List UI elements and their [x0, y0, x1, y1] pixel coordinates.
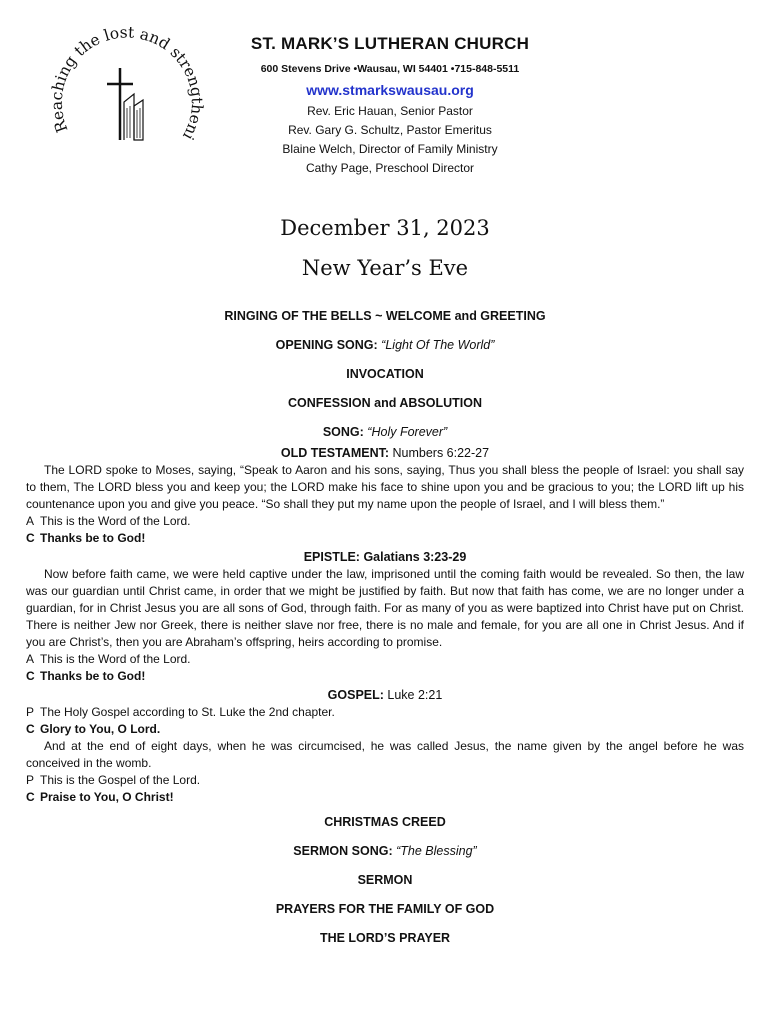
- logo-ring-text: Reaching the lost and strengtheni: [47, 23, 207, 144]
- prayers-heading: PRAYERS FOR THE FAMILY OF GOD: [275, 902, 495, 916]
- staff-pastor-emeritus: Rev. Gary G. Schultz, Pastor Emeritus: [288, 123, 492, 137]
- service-occasion: New Year’s Eve: [301, 256, 469, 280]
- old-testament-text: The LORD spoke to Moses, saying, “Speak to Aaron and his sons, saying, Thus you shall bless the people of Israel: you shall say to them, The LORD bless you and keep you; the LORD make his face to shine upon you and be gracious to you; the LORD lift up his countenance upon you and give you peace. “So shall they put my name upon the people of Israel, and I will bless them.”: [26, 463, 744, 511]
- opening-song-heading: [26, 337, 744, 354]
- opening-song-label: OPENING SONG:: [275, 338, 378, 352]
- epistle-heading: EPISTLE: Galatians 3:23-29: [303, 550, 467, 564]
- gospel-end: [26, 772, 744, 789]
- response-word-text: This is the Word of the Lord.: [40, 652, 191, 666]
- staff-preschool-director: Cathy Page, Preschool Director: [305, 161, 475, 175]
- response-thanks: [26, 530, 744, 547]
- invocation-heading: INVOCATION: [346, 367, 424, 381]
- creed-heading: CHRISTMAS CREED: [324, 815, 446, 829]
- response-word-2: [26, 651, 744, 668]
- response-glory: [26, 721, 744, 738]
- song-heading: [26, 424, 744, 441]
- response-congregation-c: C: [26, 722, 35, 736]
- gospel-intro: [26, 704, 744, 721]
- service-date: [185, 208, 585, 288]
- response-congregation-c: C: [26, 531, 35, 545]
- gospel-label: GOSPEL:: [327, 688, 384, 702]
- gospel-intro-text: The Holy Gospel according to St. Luke the 2nd chapter.: [40, 705, 335, 719]
- response-word-text: This is the Word of the Lord.: [40, 514, 191, 528]
- response-congregation-c: C: [26, 790, 35, 804]
- response-praise: [26, 789, 744, 806]
- old-testament-ref: Numbers 6:22-27: [392, 446, 490, 460]
- song-label: SONG:: [322, 425, 364, 439]
- church-website-link[interactable]: www.stmarkswausau.org: [306, 82, 474, 98]
- response-thanks-text: Thanks be to God!: [40, 669, 146, 683]
- staff-senior-pastor: Rev. Eric Hauan, Senior Pastor: [307, 104, 473, 118]
- order-of-service: [26, 308, 744, 947]
- service-date-line: December 31, 2023: [280, 216, 490, 240]
- response-leader-a: A: [26, 652, 35, 666]
- church-logo: [40, 20, 210, 190]
- church-name: ST. MARK’S LUTHERAN CHURCH: [250, 34, 530, 53]
- gospel-ref: Luke 2:21: [387, 688, 443, 702]
- confession-heading: CONFESSION and ABSOLUTION: [288, 396, 482, 410]
- song-title: “Holy Forever”: [367, 425, 448, 439]
- cross-church-icon: [107, 68, 143, 140]
- response-leader-a: A: [26, 514, 35, 528]
- response-glory-text: Glory to You, O Lord.: [40, 722, 161, 736]
- epistle-text: Now before faith came, we were held captive under the law, imprisoned until the coming faith would be revealed. So then, the law was our guardian until Christ came, in order that we might be justified by faith. But now that faith has come, we are no longer under a guardian, for in Christ Jesus you are all sons of God, through faith. For as many of you as were baptized into Christ have put on Christ. There is neither Jew nor Greek, there is neither slave nor free, there is no male and female, for you are all one in Christ Jesus. And if you are Christ’s, then you are Abraham’s offspring, heirs according to promise.: [26, 567, 744, 649]
- opening-song-title: “Light Of The World”: [381, 338, 495, 352]
- staff-list: [200, 102, 580, 178]
- response-praise-text: Praise to You, O Christ!: [40, 790, 174, 804]
- church-header: [200, 34, 580, 178]
- gospel-end-text: This is the Gospel of the Lord.: [40, 773, 201, 787]
- church-address: 600 Stevens Drive •Wausau, WI 54401 •715-848-5511: [260, 63, 520, 75]
- sermon-song-heading: [26, 843, 744, 860]
- old-testament-heading: [26, 445, 744, 462]
- sermon-song-label: SERMON SONG:: [293, 844, 393, 858]
- bells-heading: RINGING OF THE BELLS ~ WELCOME and GREETING: [224, 309, 546, 323]
- gospel-text: And at the end of eight days, when he was circumcised, he was called Jesus, the name given by the angel before he was conceived in the womb.: [26, 739, 744, 770]
- response-pastor-p: P: [26, 705, 35, 719]
- response-thanks-2: [26, 668, 744, 685]
- response-congregation-c: C: [26, 669, 35, 683]
- staff-family-ministry: Blaine Welch, Director of Family Ministry: [282, 142, 498, 156]
- sermon-song-title: “The Blessing”: [396, 844, 477, 858]
- old-testament-label: OLD TESTAMENT:: [280, 446, 390, 460]
- gospel-heading: [26, 687, 744, 704]
- lords-prayer-heading: THE LORD’S PRAYER: [319, 931, 451, 945]
- sermon-heading: SERMON: [357, 873, 413, 887]
- response-word: [26, 513, 744, 530]
- response-pastor-p: P: [26, 773, 35, 787]
- response-thanks-text: Thanks be to God!: [40, 531, 146, 545]
